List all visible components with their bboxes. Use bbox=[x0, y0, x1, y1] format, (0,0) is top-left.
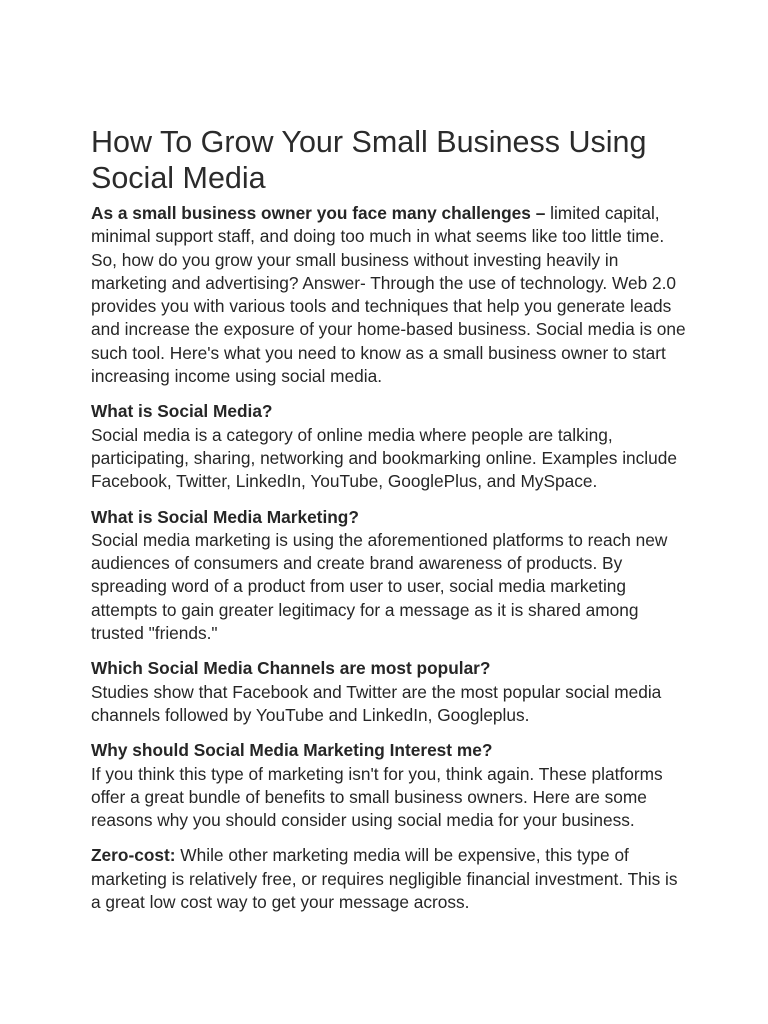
section-why-interest-me bbox=[91, 739, 691, 832]
section-body: Social media marketing is using the aforementioned platforms to reach new audiences of consumers and create brand awareness of products. By spreading word of a product from user to user, social media marketing attempts to gain greater legitimacy for a message as it is shared among trusted "friends." bbox=[91, 529, 668, 644]
document-page bbox=[91, 124, 691, 914]
intro-body: limited capital, minimal support staff, and doing too much in what seems like too little time. So, how do you grow your small business without investing heavily in marketing and advertising? Answer- Through the use of technology. Web 2.0 provides you with various tools and techniques that help you generate leads and increase the exposure of your home-based business. Social media is one such tool. Here's what you need to know as a small business owner to start increasing income using social media. bbox=[91, 203, 686, 387]
intro-lead: As a small business owner you face many challenges – bbox=[91, 203, 546, 223]
section-zero-cost bbox=[91, 844, 691, 914]
section-body: If you think this type of marketing isn't for you, think again. These platforms offer a great bundle of benefits to small business owners. Here are some reasons why you should consider using social media for your business. bbox=[91, 763, 663, 831]
page-title: How To Grow Your Small Business Using Social Media bbox=[91, 125, 647, 195]
section-body: Social media is a category of online media where people are talking, participating, sharing, networking and bookmarking online. Examples include Facebook, Twitter, LinkedIn, YouTube, GooglePlus, and MySpace. bbox=[91, 424, 677, 492]
section-what-is-social-media-marketing bbox=[91, 506, 691, 646]
section-heading: Which Social Media Channels are most popular? bbox=[91, 658, 491, 679]
section-heading: Why should Social Media Marketing Interest me? bbox=[91, 740, 493, 761]
section-heading: What is Social Media? bbox=[91, 401, 273, 422]
section-heading: What is Social Media Marketing? bbox=[91, 506, 359, 527]
section-popular-channels bbox=[91, 657, 691, 727]
section-what-is-social-media bbox=[91, 400, 691, 493]
zero-cost-body: While other marketing media will be expensive, this type of marketing is relatively free, or requires negligible financial investment. This is a great low cost way to get your message across. bbox=[91, 845, 678, 913]
zero-cost-label: Zero-cost: bbox=[91, 845, 176, 866]
intro-paragraph bbox=[91, 202, 691, 388]
section-body: Studies show that Facebook and Twitter are the most popular social media channels followed by YouTube and LinkedIn, Googleplus. bbox=[91, 681, 662, 725]
